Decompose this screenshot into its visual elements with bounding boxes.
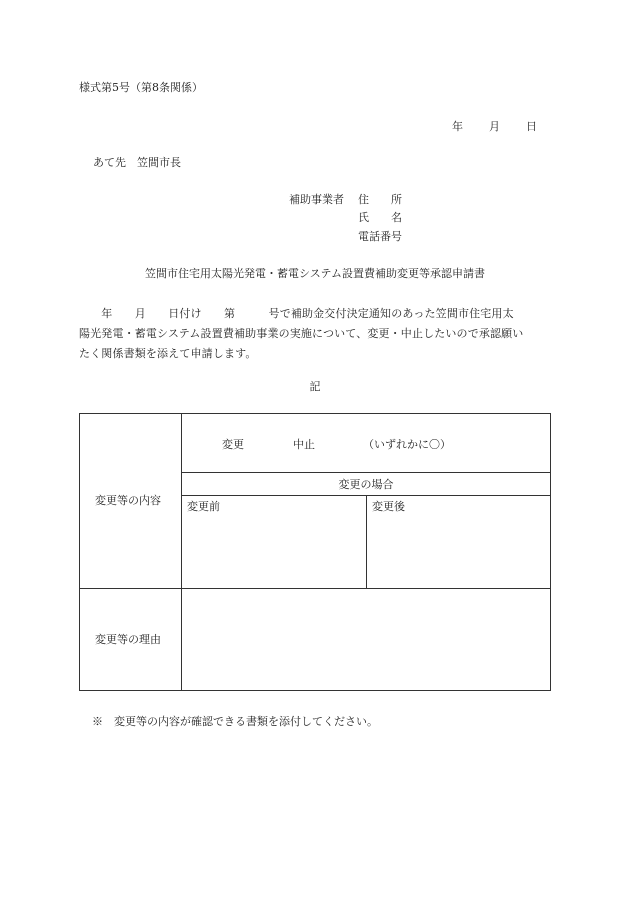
body-line-3: たく関係書類を添えて申請します。 bbox=[79, 347, 257, 360]
document-title: 笠間市住宅用太陽光発電・蓄電システム設置費補助変更等承認申請書 bbox=[145, 267, 485, 280]
addressee: あて先 笠間市長 bbox=[93, 156, 181, 169]
before-label: 変更前 bbox=[187, 500, 220, 513]
row-divider bbox=[80, 588, 551, 589]
row2-label: 変更等の理由 bbox=[95, 633, 161, 646]
date-year: 年 bbox=[452, 120, 463, 133]
option-note: （いずれかに〇） bbox=[363, 438, 451, 451]
body-line-2: 陽光発電・蓄電システム設置費補助事業の実施について、変更・中止したいので承認願い bbox=[79, 327, 524, 340]
name-label: 氏 名 bbox=[358, 211, 402, 224]
footnote: ※ 変更等の内容が確認できる書類を添付してください。 bbox=[92, 715, 378, 728]
after-label: 変更後 bbox=[372, 500, 405, 513]
date-day: 日 bbox=[526, 120, 537, 133]
phone-label: 電話番号 bbox=[358, 230, 402, 243]
before-after-divider bbox=[366, 495, 367, 588]
change-case-header: 変更の場合 bbox=[338, 478, 394, 491]
date-month: 月 bbox=[489, 120, 500, 133]
option-change: 変更 bbox=[222, 438, 244, 451]
row1-label: 変更等の内容 bbox=[95, 494, 161, 507]
address-label: 住 所 bbox=[358, 193, 402, 206]
body-paragraph bbox=[79, 304, 559, 364]
change-table bbox=[79, 413, 551, 691]
ki-heading: 記 bbox=[309, 380, 321, 393]
applicant-label: 補助事業者 bbox=[289, 193, 344, 206]
label-column-divider bbox=[181, 414, 182, 691]
body-line-1: 年 月 日付け 第 号で補助金交付決定通知のあった笠間市住宅用太 bbox=[79, 307, 514, 320]
date-line bbox=[452, 121, 537, 132]
option-cancel: 中止 bbox=[293, 438, 315, 451]
form-number: 様式第5号（第8条関係） bbox=[79, 81, 203, 94]
options-divider bbox=[181, 472, 551, 473]
